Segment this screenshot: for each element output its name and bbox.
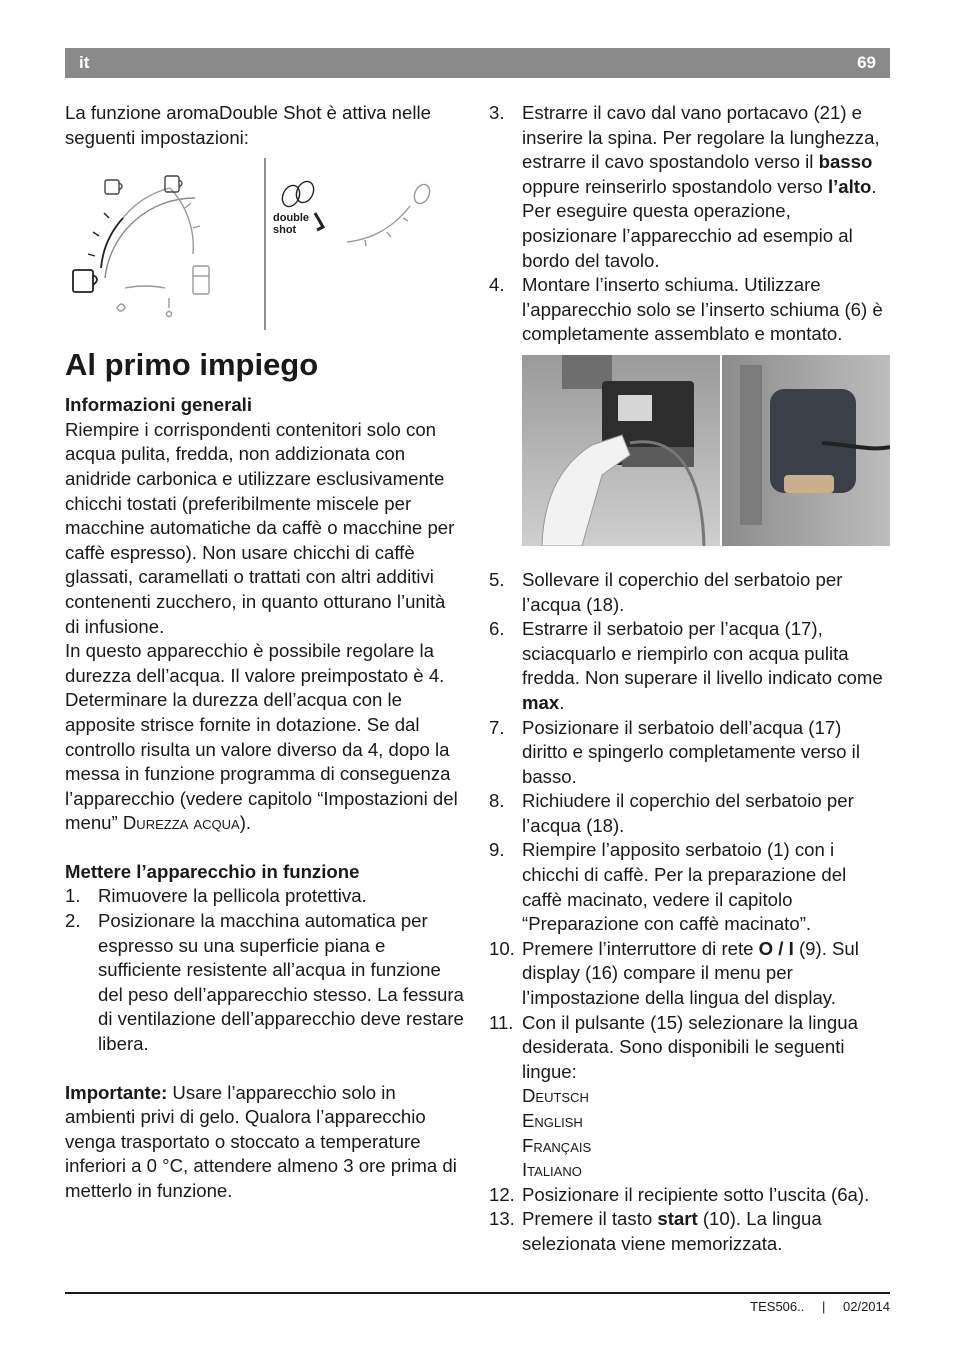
language-item: Deutsch	[522, 1085, 589, 1107]
step-number: 7.	[489, 716, 505, 738]
shot-label: shot	[273, 224, 297, 237]
left-column	[65, 101, 465, 1204]
step-number: 2.	[65, 910, 81, 932]
step-number: 8.	[489, 790, 505, 812]
step-number: 1.	[65, 885, 81, 907]
list-item	[489, 568, 890, 617]
list-item	[65, 909, 465, 1057]
general-info-heading: Informazioni generali	[65, 394, 252, 416]
general-info-paragraph-1: Riempire i corrispondenti contenitori solo con acqua pulita, fredda, non addizionata con anidride carbonica e utilizzare esclusivamente chicchi tostati (preferibilmente miscele per macchine automatiche da caffè o macchine per caffè espresso). Non usare chicchi di caffè glassati, caramellati o trattati con altri additivi contenenti zucchero, in quanto otturano l’unità di infusione.	[65, 418, 455, 637]
list-item	[489, 1011, 890, 1085]
step-text: Posizionare il recipiente sotto l’uscita (6a).	[522, 1183, 870, 1205]
start-button-label: start	[657, 1208, 698, 1230]
settings-dial-illustration	[65, 158, 465, 336]
aroma-double-shot-diagram	[65, 158, 465, 336]
list-item	[489, 937, 890, 1011]
steps-list-after-photo	[489, 568, 890, 1084]
list-item	[489, 789, 890, 838]
list-item	[65, 884, 465, 909]
right-column	[489, 101, 890, 1257]
power-switch-label: O / I	[758, 937, 794, 959]
step-number: 5.	[489, 568, 505, 590]
step-text: (9). Sul display (16) compare il menu per l’impostazione della lingua del display.	[522, 937, 859, 1009]
step-text: Estrarre il serbatoio per l’acqua (17), sciacquarlo e riempirlo con acqua pulita fredda. Non superare il livello indicato come	[522, 618, 883, 689]
appliance-cable-illustration	[522, 355, 890, 546]
paragraph-text: In questo apparecchio è possibile regolare la durezza dell’acqua. Il valore preimpostato è 4. Determinare la durezza dell’acqua con le apposite strisce fornite in dotazione. Se dal controllo risulta un valore diverso da 4, dopo la messa in funzione programma di conseguenza l’apparecchio (vedere capitolo “Impostazioni del menu”	[65, 640, 458, 834]
language-code: it	[79, 53, 90, 72]
list-item	[489, 617, 890, 715]
page-footer	[750, 1299, 890, 1314]
setup-steps-list	[65, 884, 465, 1056]
list-item	[489, 101, 890, 273]
page-number: 69	[857, 53, 876, 72]
steps-list-continued	[489, 101, 890, 347]
important-label: Importante:	[65, 1081, 168, 1103]
step-text: Posizionare la macchina automatica per espresso su una superficie piana e sufficiente resistente all’acqua in funzione del peso dell’apparecchio stesso. La fessura di ventilazione dell’apparecchio deve restare libera.	[98, 910, 464, 1055]
setup-heading: Mettere l’apparecchio in funzione	[65, 860, 360, 882]
step-number: 4.	[489, 274, 505, 296]
important-note	[65, 1081, 465, 1204]
step-number: 10.	[489, 937, 515, 959]
step-text: Premere l’interruttore di rete	[522, 937, 759, 959]
step-text: Richiudere il coperchio del serbatoio per l’acqua (18).	[522, 790, 854, 836]
model-number: TES506..	[750, 1299, 805, 1314]
list-item	[489, 838, 890, 936]
step-number: 3.	[489, 102, 505, 123]
step-text: Riempire l’apposito serbatoio (1) con i chicchi di caffè. Per la preparazione del caffè macinato, vedere il capitolo “Preparazione con caffè macinato”.	[522, 839, 847, 935]
language-item: Français	[522, 1134, 592, 1156]
step-text: Sollevare il coperchio del serbatoio per l’acqua (18).	[522, 568, 843, 615]
step-number: 12.	[489, 1183, 515, 1205]
language-item: English	[522, 1110, 583, 1131]
step-number: 9.	[489, 839, 505, 861]
paragraph-text-end: ).	[239, 812, 252, 834]
language-item: Italiano	[522, 1159, 582, 1181]
intro-text: La funzione aromaDouble Shot è attiva nelle seguenti impostazioni:	[65, 102, 431, 148]
page-header	[65, 48, 890, 78]
step-text-bold: max	[522, 691, 560, 713]
double-label: double	[273, 212, 310, 225]
step-text: (10). La lingua selezionata viene memorizzata.	[522, 1208, 822, 1254]
language-list	[489, 1084, 890, 1182]
step-number: 13.	[489, 1208, 515, 1230]
step-text: .	[559, 691, 565, 713]
list-item	[489, 1183, 890, 1208]
menu-reference: Durezza acqua	[122, 812, 240, 834]
step-text: Estrarre il cavo dal vano portacavo (21) e inserire la spina. Per regolare la lunghezza, estrarre il cavo spostandolo verso il	[522, 102, 880, 173]
step-text: . Per eseguire questa operazione, posizionare l’apparecchio ad esempio al bordo del tavolo.	[522, 175, 877, 271]
step-text: Montare l’inserto schiuma. Utilizzare l’apparecchio solo se l’inserto schiuma (6) è completamente assemblato e montato.	[522, 274, 883, 345]
step-number: 11.	[489, 1011, 514, 1033]
step-text: Posizionare il serbatoio dell’acqua (17) diritto e spingerlo completamente verso il basso.	[522, 716, 860, 787]
important-text: Usare l’apparecchio solo in ambienti privi di gelo. Qualora l’apparecchio venga trasportato o stoccato a temperature inferiori a 0 °C, attendere almeno 3 ore prima di metterlo in funzione.	[65, 1081, 457, 1201]
footer-separator: |	[821, 1299, 826, 1314]
list-item	[489, 273, 890, 347]
step-text-bold: l’alto	[827, 175, 872, 197]
list-item	[489, 1207, 890, 1256]
step-text: Premere il tasto	[522, 1208, 658, 1230]
footer-divider	[65, 1292, 890, 1294]
general-info-paragraph-2	[65, 639, 465, 836]
step-text: Rimuovere la pellicola protettiva.	[98, 885, 367, 907]
power-cable-photo	[522, 355, 890, 546]
step-number: 6.	[489, 618, 505, 640]
list-item	[489, 716, 890, 790]
step-text: oppure reinserirlo spostandolo verso	[522, 175, 828, 197]
step-text-bold: basso	[818, 151, 873, 173]
step-text: Con il pulsante (15) selezionare la lingua desiderata. Sono disponibili le seguenti lingue:	[522, 1011, 858, 1082]
edition-date: 02/2014	[843, 1299, 890, 1314]
steps-list-final	[489, 1183, 890, 1257]
section-title: Al primo impiego	[65, 347, 319, 383]
